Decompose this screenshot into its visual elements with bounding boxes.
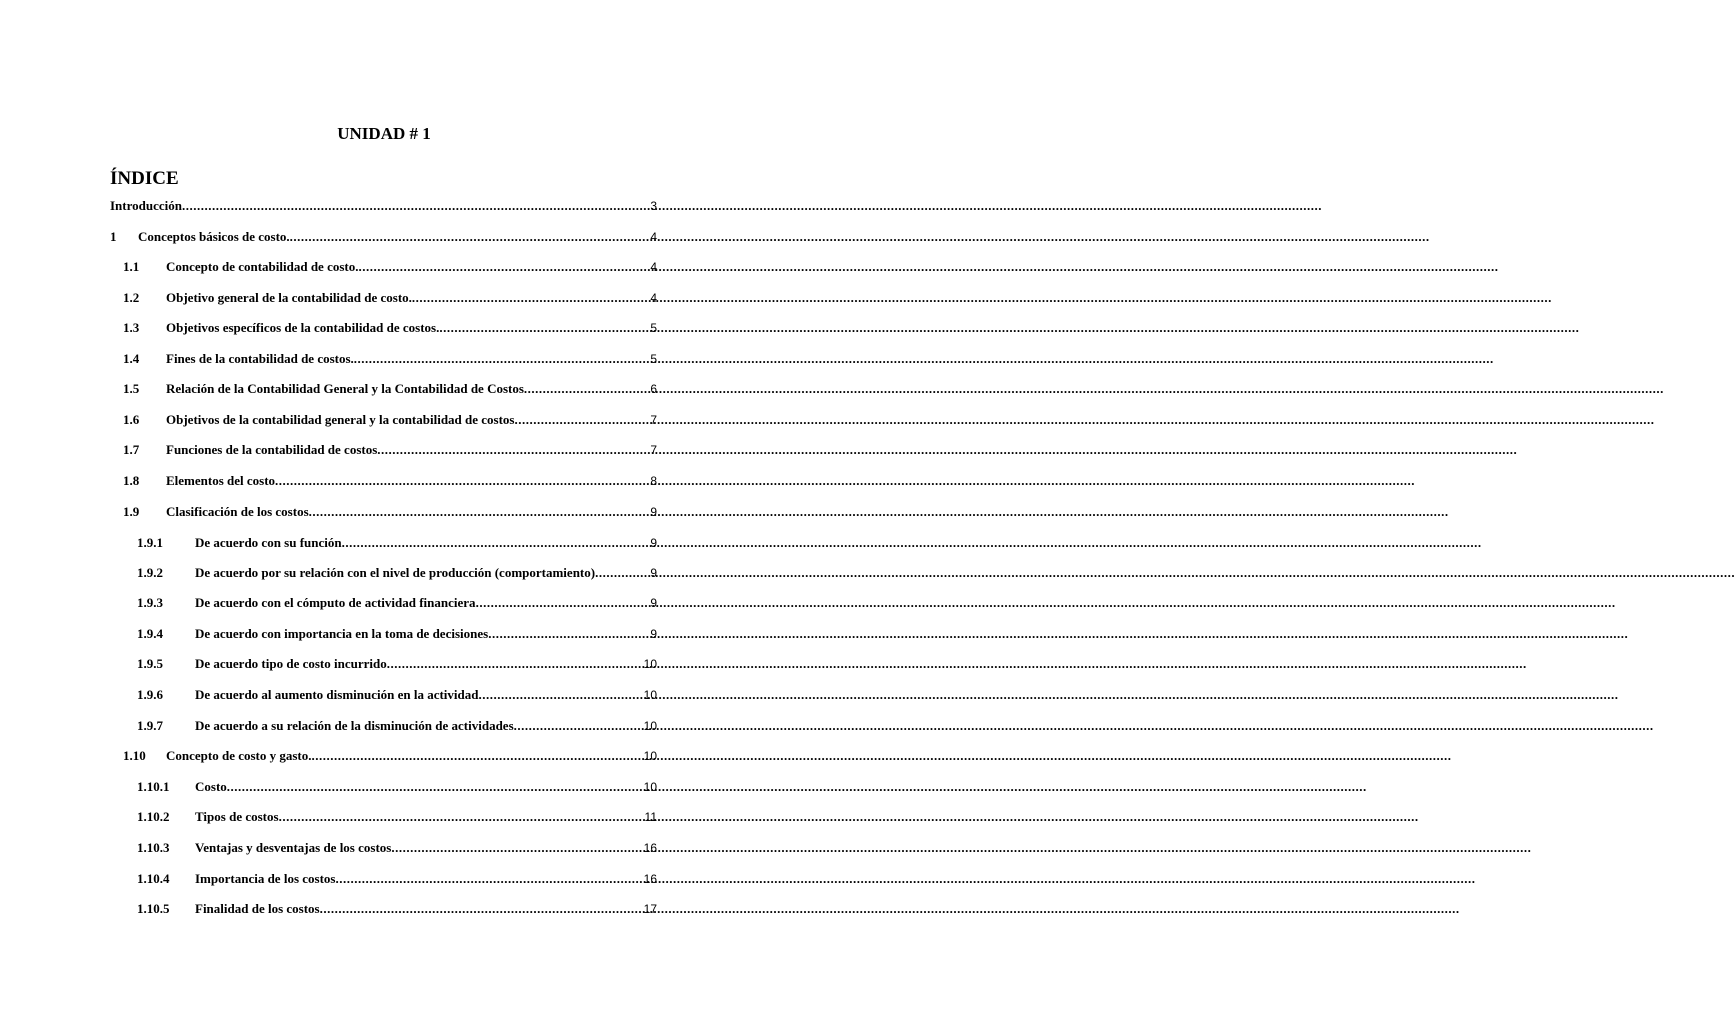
toc-entry-text: Finalidad de los costos <box>195 901 320 916</box>
toc-entry-number: 1.9.7 <box>137 718 163 733</box>
toc-entry-1-3[interactable] <box>123 319 657 337</box>
toc-entry-text: Concepto de contabilidad de costo. <box>166 259 359 274</box>
toc-entry-text: Tipos de costos <box>195 809 279 824</box>
toc-entry-1-9-4[interactable] <box>137 625 657 643</box>
toc-page-number: 9 <box>650 627 657 641</box>
toc-leader <box>279 808 644 826</box>
toc-entry-introduccion[interactable] <box>110 197 657 215</box>
toc-leader <box>479 686 643 704</box>
toc-leader <box>312 747 643 765</box>
toc-entry-text: De acuerdo por su relación con el nivel de producción (comportamiento) <box>195 565 596 580</box>
toc-entry-text: De acuerdo con su función <box>195 535 342 550</box>
toc-entry-1-2[interactable] <box>123 289 657 307</box>
toc-page-number: 7 <box>650 413 657 427</box>
toc-leader <box>377 441 649 459</box>
toc-leader <box>595 564 649 582</box>
toc-entry-text: Funciones de la contabilidad de costos <box>166 442 378 457</box>
toc-leader <box>524 380 649 398</box>
toc-entry-text: Introducción <box>110 198 182 213</box>
toc-page-number: 11 <box>644 810 657 824</box>
toc-entry-1-6[interactable] <box>123 411 657 429</box>
toc-entry-text: Importancia de los costos <box>195 871 336 886</box>
toc-leader <box>290 228 650 246</box>
toc-leader <box>476 594 650 612</box>
toc-leader <box>488 625 649 643</box>
toc-entry-1-10-3[interactable] <box>137 839 657 857</box>
toc-page-number: 9 <box>650 596 657 610</box>
toc-entry-text: Costo <box>195 779 227 794</box>
toc-page-number: 10 <box>643 780 657 794</box>
toc-entry-number: 1.10.3 <box>137 840 170 855</box>
index-heading: ÍNDICE <box>110 168 179 189</box>
toc-entry-number: 1.8 <box>123 473 140 488</box>
toc-entry-number: 1.9.3 <box>137 595 163 610</box>
toc-leader <box>515 411 650 429</box>
toc-leader <box>275 472 649 490</box>
toc-leader <box>320 900 643 918</box>
toc-entry-1-1[interactable] <box>123 258 657 276</box>
toc-page-number: 8 <box>650 474 657 488</box>
toc-page-number: 10 <box>643 657 657 671</box>
toc-entry-1-10-4[interactable] <box>137 870 657 888</box>
toc-page-number: 3 <box>650 199 657 213</box>
toc-entry-number: 1.9.1 <box>137 535 163 550</box>
toc-page-number: 7 <box>650 443 657 457</box>
toc-leader <box>182 197 649 215</box>
toc-entry-1-7[interactable] <box>123 441 657 459</box>
toc-entry-1-4[interactable] <box>123 350 657 368</box>
toc-entry-number: 1.1 <box>123 259 140 274</box>
toc-entry-1-9[interactable] <box>123 503 657 521</box>
toc-leader <box>354 350 650 368</box>
toc-entry-text: De acuerdo al aumento disminución en la actividad <box>195 687 479 702</box>
toc-leader <box>342 534 650 552</box>
toc-entry-number: 1.9 <box>123 504 140 519</box>
toc-entry-text: Elementos del costo <box>166 473 276 488</box>
toc-entry-number: 1.10.1 <box>137 779 170 794</box>
toc-entry-text: Ventajas y desventajas de los costos <box>195 840 392 855</box>
toc-page-number: 6 <box>650 382 657 396</box>
toc-entry-1-9-6[interactable] <box>137 686 657 704</box>
toc-entry-number: 1.9.2 <box>137 565 163 580</box>
toc-entry-1-9-5[interactable] <box>137 655 657 673</box>
toc-entry-number: 1.10.2 <box>137 809 170 824</box>
toc-entry-1-9-3[interactable] <box>137 594 657 612</box>
document-page <box>0 0 768 1024</box>
toc-page-number: 16 <box>643 841 657 855</box>
toc-entry-text: De acuerdo a su relación de la disminución de actividades <box>195 718 514 733</box>
toc-leader <box>412 289 649 307</box>
toc-leader <box>227 778 643 796</box>
toc-entry-number: 1.3 <box>123 320 140 335</box>
toc-entry-text: De acuerdo con importancia en la toma de decisiones <box>195 626 489 641</box>
toc-page-number: 5 <box>650 321 657 335</box>
toc-entry-number: 1.10 <box>123 748 146 763</box>
toc-entry-text: Objetivo general de la contabilidad de costo. <box>166 290 412 305</box>
toc-entry-number: 1.5 <box>123 381 140 396</box>
toc-leader <box>387 655 643 673</box>
toc-entry-1-10[interactable] <box>123 747 657 765</box>
toc-page-number: 16 <box>643 872 657 886</box>
toc-page-number: 5 <box>650 352 657 366</box>
toc-entry-1-8[interactable] <box>123 472 657 490</box>
toc-page-number: 9 <box>650 566 657 580</box>
toc-entry-text: Fines de la contabilidad de costos. <box>166 351 354 366</box>
toc-entry-text: Concepto de costo y gasto. <box>166 748 312 763</box>
toc-page-number: 4 <box>650 230 657 244</box>
table-of-contents <box>0 0 768 1024</box>
unit-title: UNIDAD # 1 <box>337 124 431 143</box>
toc-page-number: 17 <box>643 902 657 916</box>
toc-entry-text: De acuerdo con el cómputo de actividad financiera <box>195 595 476 610</box>
toc-page-number: 4 <box>650 291 657 305</box>
toc-entry-text: Relación de la Contabilidad General y la Contabilidad de Costos <box>166 381 524 396</box>
toc-page-number: 10 <box>643 688 657 702</box>
toc-leader <box>514 717 643 735</box>
toc-page-number: 9 <box>650 536 657 550</box>
toc-entry-text: Objetivos específicos de la contabilidad de costos. <box>166 320 440 335</box>
toc-leader <box>309 503 650 521</box>
toc-leader <box>335 870 642 888</box>
toc-entry-number: 1.9.6 <box>137 687 163 702</box>
toc-entry-number: 1.2 <box>123 290 140 305</box>
toc-entry-1-10-5[interactable] <box>137 900 657 918</box>
toc-entry-number: 1.9.5 <box>137 656 163 671</box>
toc-entry-1-9-7[interactable] <box>137 717 657 735</box>
toc-entry-1-10-2[interactable] <box>137 808 657 826</box>
toc-entry-1-9-2[interactable] <box>137 564 657 582</box>
toc-entry-1-5[interactable] <box>123 380 657 398</box>
toc-entry-text: Conceptos básicos de costo. <box>138 229 290 244</box>
toc-entry-1-10-1[interactable] <box>137 778 657 796</box>
toc-leader <box>391 839 642 857</box>
toc-entry-number: 1.10.4 <box>137 871 170 886</box>
toc-entry-number: 1.4 <box>123 351 140 366</box>
toc-entry-number: 1.9.4 <box>137 626 163 641</box>
toc-entry-text: De acuerdo tipo de costo incurrido <box>195 656 387 671</box>
toc-entry-number: 1.6 <box>123 412 140 427</box>
toc-entry-number: 1.10.5 <box>137 901 170 916</box>
toc-leader <box>358 258 649 276</box>
toc-page-number: 10 <box>643 749 657 763</box>
toc-entry-1[interactable] <box>110 228 657 246</box>
toc-entry-number: 1 <box>110 229 117 244</box>
toc-leader <box>439 319 649 337</box>
toc-entry-number: 1.7 <box>123 442 140 457</box>
toc-page-number: 10 <box>643 719 657 733</box>
toc-page-number: 4 <box>650 260 657 274</box>
toc-entry-text: Clasificación de los costos <box>166 504 309 519</box>
toc-entry-1-9-1[interactable] <box>137 534 657 552</box>
toc-page-number: 9 <box>650 505 657 519</box>
toc-entry-text: Objetivos de la contabilidad general y la contabilidad de costos <box>166 412 515 427</box>
